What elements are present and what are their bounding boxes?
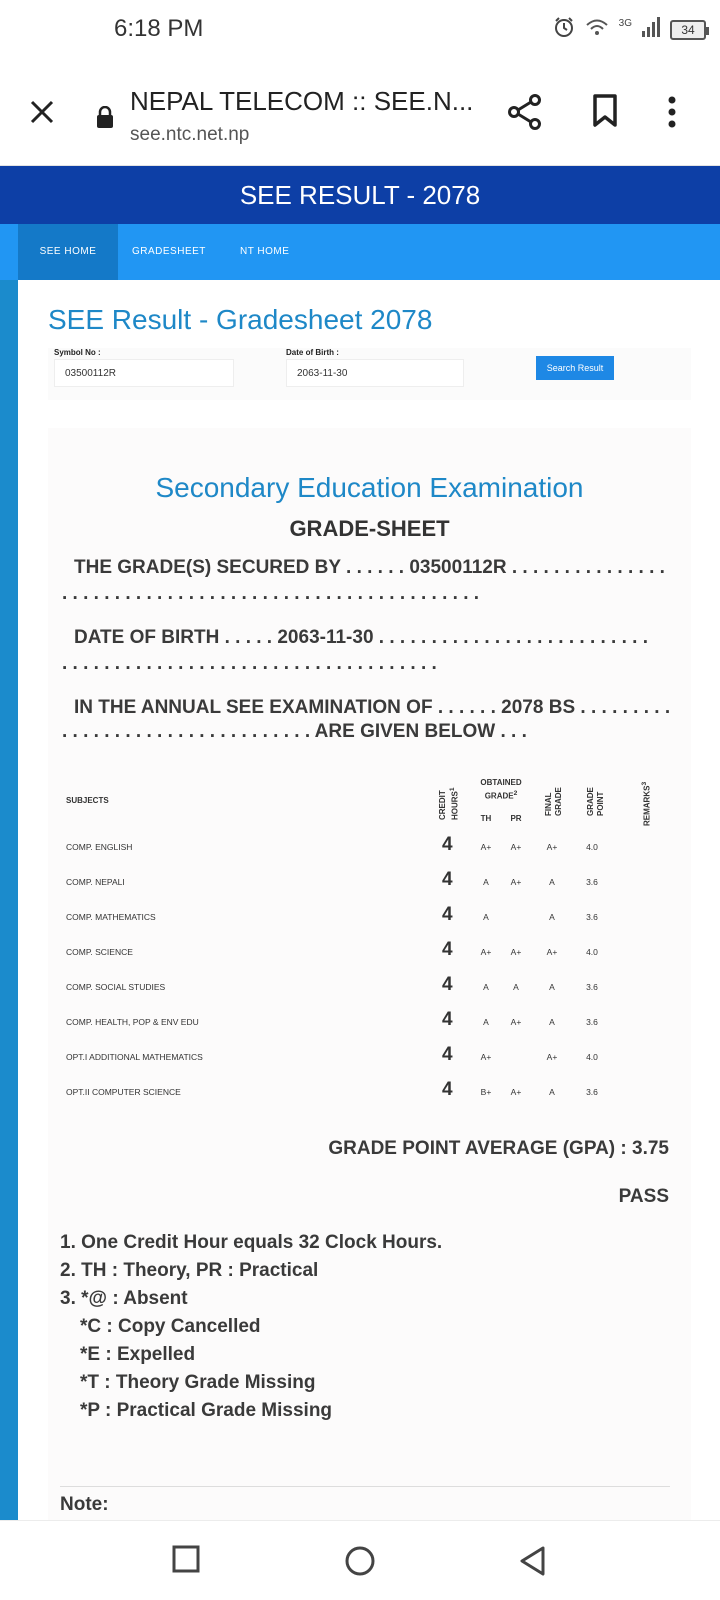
result-heading: SEE Result - Gradesheet 2078 [48, 304, 433, 335]
row-final: A+ [546, 1052, 558, 1062]
overflow-menu-button[interactable] [668, 96, 676, 133]
row-th: A+ [480, 1052, 492, 1062]
row-subject: COMP. ENGLISH [66, 842, 133, 852]
close-tab-button[interactable] [22, 92, 62, 132]
circle-icon [344, 1545, 376, 1577]
symbol-input[interactable]: 03500112R [54, 359, 234, 387]
row-point: 3.6 [586, 982, 598, 992]
row-credit: 4 [442, 1079, 453, 1100]
row-credit: 4 [442, 904, 453, 925]
row-pr: A [513, 982, 519, 992]
grade-sheet: Secondary Education Examination GRADE-SHEET THE GRADE(S) SECURED BY . . . . . . 03500112R . . . . . . . . . . . . . . . . . . . . . . . . . . . . . . . . . . . . . . . . . . . . . . . . . . . . . . . DATE OF BIRTH . . . . . 2063-11-30 . . . . . . . . . . . . . . . . . . . . . . . . . . . . . . . . . . . . . . . . . . . . . . . . . . . . . . . . . . . . . . IN THE ANNUAL SEE EXAMINATION OF . . . . . . 2078 BS . . . . . . . . . . . . . . . . . . . . . . . . . . . . . . . . . ARE GIVEN BELOW . . . SUBJECTS CREDIT HOURS$^1$ OBTAINED GRADE$^2$ TH PR FINAL GRADE GRADE POINT REMARKS$^3$ COMP. ENGLISH 4 A+ A+ A+ 4.0 COMP. NEPALI 4 A A+ A 3.6 COMP. MATHEMATICS 4 A A 3.6 COMP. SCIENCE 4 A+ A+ A+ 4.0 COMP. SOCIAL STUDIES 4 A A A 3.6 COMP. HEALTH, POP & ENV EDU 4 A A+ A 3.6 OPT.I ADDITIONAL MATHEMATICS 4 A+ A+ 4.0 OPT.II COMPUTER SCIENCE 4 B+ A+ A 3.6 GRADE POINT AVERAGE (GPA) : 3.75 PASS 1. One Credit Hour equals 32 Clock Hours. 2. TH : Theory, PR : Practical 3. *@ : Absent *C : Copy Cancelled *E : Expelled *T : Theory Grade Missing *P : Practical Grade Missing Note: [48, 428, 691, 1520]
row-credit: 4 [442, 939, 453, 960]
battery-icon: 34 [670, 20, 706, 40]
back-triangle-icon [518, 1545, 546, 1577]
row-th: A+ [480, 947, 492, 957]
left-accent-bar [0, 280, 18, 1520]
divider [60, 1486, 670, 1487]
dob-line-cont: . . . . . . . . . . . . . . . . . . . . . . . . . . . . . . . . . . . . [62, 653, 437, 674]
row-subject: COMP. SOCIAL STUDIES [66, 982, 166, 992]
home-button[interactable] [344, 1545, 376, 1582]
row-credit: 4 [442, 1009, 453, 1030]
note-item: *T : Theory Grade Missing [80, 1372, 316, 1393]
square-icon [172, 1545, 200, 1573]
row-pr: A+ [510, 1087, 522, 1097]
page-title[interactable]: NEPAL TELECOM :: SEE.N... [130, 86, 474, 116]
row-subject: COMP. HEALTH, POP & ENV EDU [66, 1017, 199, 1027]
status-icons [553, 16, 706, 43]
status-bar [0, 0, 720, 60]
signal-icon [642, 17, 660, 42]
lock-icon [96, 106, 114, 133]
back-button[interactable] [518, 1545, 546, 1582]
note-item: *P : Practical Grade Missing [80, 1400, 333, 1421]
recents-button[interactable] [172, 1545, 200, 1578]
row-th: A [483, 912, 489, 922]
more-vert-icon [668, 96, 676, 128]
row-point: 3.6 [586, 1017, 598, 1027]
gradesheet-title: GRADE-SHEET [289, 516, 450, 541]
system-nav-bar [0, 1520, 720, 1600]
wifi-icon [585, 18, 609, 41]
row-point: 3.6 [586, 912, 598, 922]
share-icon [508, 94, 542, 130]
row-final: A [549, 912, 555, 922]
result-status: PASS [618, 1186, 669, 1207]
row-subject: OPT.II COMPUTER SCIENCE [66, 1087, 181, 1097]
row-final: A+ [546, 947, 558, 957]
row-subject: COMP. MATHEMATICS [66, 912, 156, 922]
bookmark-icon [592, 94, 618, 128]
row-th: A [483, 877, 489, 887]
nav-see-home[interactable]: SEE HOME [18, 224, 118, 280]
dob-input[interactable]: 2063-11-30 [286, 359, 464, 387]
bookmark-button[interactable] [592, 94, 618, 133]
note-item: *C : Copy Cancelled [80, 1316, 261, 1337]
row-th: B+ [480, 1087, 492, 1097]
note-item: 2. TH : Theory, PR : Practical [60, 1260, 319, 1281]
row-credit: 4 [442, 869, 453, 890]
dob-line: DATE OF BIRTH . . . . . 2063-11-30 . . . . . . . . . . . . . . . . . . . . . . . . . . [74, 627, 649, 648]
row-credit: 4 [442, 834, 453, 855]
page-url[interactable]: see.ntc.net.np [130, 124, 250, 145]
symbol-label: Symbol No : [54, 348, 101, 357]
network-type: 3G [618, 18, 632, 29]
row-point: 4.0 [586, 947, 598, 957]
exam-title: Secondary Education Examination [155, 472, 584, 503]
col-pr: PR [510, 814, 522, 823]
dob-label: Date of Birth : [286, 348, 339, 357]
row-credit: 4 [442, 1044, 453, 1065]
row-point: 4.0 [586, 1052, 598, 1062]
row-point: 4.0 [586, 842, 598, 852]
row-final: A [549, 877, 555, 887]
secured-by-line-cont: . . . . . . . . . . . . . . . . . . . . . . . . . . . . . . . . . . . . . . . . [62, 583, 480, 604]
row-subject: OPT.I ADDITIONAL MATHEMATICS [66, 1052, 203, 1062]
row-final: A [549, 1017, 555, 1027]
share-button[interactable] [508, 94, 542, 135]
row-final: A [549, 1087, 555, 1097]
secured-by-line: THE GRADE(S) SECURED BY . . . . . . 03500112R . . . . . . . . . . . . . . . [74, 557, 665, 578]
exam-of-line: IN THE ANNUAL SEE EXAMINATION OF . . . . . . 2078 BS . . . . . . . . . [74, 697, 671, 718]
site-header: SEE RESULT - 2078 [0, 166, 720, 224]
note-item: 1. One Credit Hour equals 32 Clock Hours. [60, 1232, 443, 1253]
row-point: 3.6 [586, 877, 598, 887]
row-pr: A+ [510, 877, 522, 887]
row-final: A [549, 982, 555, 992]
col-remarks: REMARKS$^3$ [641, 781, 652, 826]
note-item: *E : Expelled [80, 1344, 196, 1365]
search-result-button[interactable]: Search Result [536, 356, 614, 380]
close-icon [29, 99, 55, 125]
status-time: 6:18 PM [114, 15, 204, 42]
browser-toolbar [0, 60, 720, 166]
col-th: TH [480, 814, 492, 823]
gpa-text: GRADE POINT AVERAGE (GPA) : 3.75 [328, 1138, 669, 1159]
row-pr: A+ [510, 1017, 522, 1027]
note-label: Note: [60, 1494, 109, 1515]
site-nav [0, 224, 720, 280]
nav-gradesheet[interactable]: GRADESHEET [132, 246, 206, 257]
row-credit: 4 [442, 974, 453, 995]
row-point: 3.6 [586, 1087, 598, 1097]
row-th: A+ [480, 842, 492, 852]
row-subject: COMP. NEPALI [66, 877, 125, 887]
row-th: A [483, 1017, 489, 1027]
row-pr: A+ [510, 842, 522, 852]
alarm-icon [553, 16, 575, 43]
row-subject: COMP. SCIENCE [66, 947, 133, 957]
col-subjects: SUBJECTS [66, 796, 109, 805]
row-final: A+ [546, 842, 558, 852]
exam-of-line-cont: . . . . . . . . . . . . . . . . . . . . . . . . ARE GIVEN BELOW . . . [62, 721, 527, 742]
nav-nt-home[interactable]: NT HOME [240, 246, 290, 257]
note-item: 3. *@ : Absent [60, 1288, 188, 1309]
row-pr: A+ [510, 947, 522, 957]
row-th: A [483, 982, 489, 992]
